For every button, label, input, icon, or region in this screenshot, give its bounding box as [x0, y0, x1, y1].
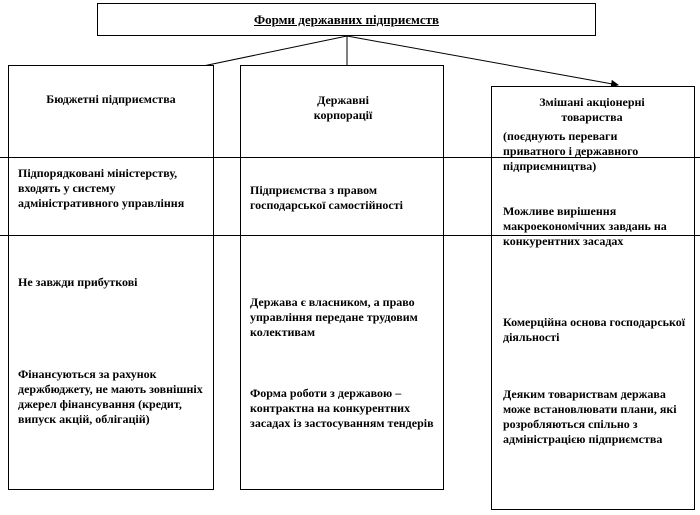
joint-stock-item-1: Можливе вирішення макроекономічних завдань на конкурентних засадах: [503, 204, 667, 248]
joint-stock-item-2: Комерційна основа господарської діяльності: [503, 315, 686, 344]
joint-stock-subheader: (поєднують переваги приватного і державного підприємництва): [503, 129, 639, 173]
corporations-header: Державні корпорації: [313, 93, 373, 122]
budget-item-3: Фінансуються за рахунок держбюджету, не мають зовнішніх джерел фінансування (кредит, випуск акцій, облігацій): [18, 367, 203, 426]
joint-stock-header: Змішані акціонерні товариства: [539, 95, 645, 124]
budget-item-2: Не завжди прибуткові: [18, 275, 138, 289]
diagram-title: Форми державних підприємств: [253, 12, 440, 27]
budget-item-1: Підпорядковані міністерству, входять у систему адміністративного управління: [18, 166, 185, 210]
budget-header: Бюджетні підприємства: [46, 92, 176, 106]
corporations-item-1: Підприємства з правом господарської самостійності: [250, 183, 403, 212]
corporations-item-2: Держава є власником, а право управління передане трудовим колективам: [250, 295, 418, 339]
corporations-item-3: Форма роботи з державою – контрактна на конкурентних засадах із застосуванням тендерів: [250, 386, 434, 430]
joint-stock-item-3: Деяким товариствам держава може встановлювати плани, які розробляються спільно з адміністрацією підприємства: [503, 387, 677, 446]
